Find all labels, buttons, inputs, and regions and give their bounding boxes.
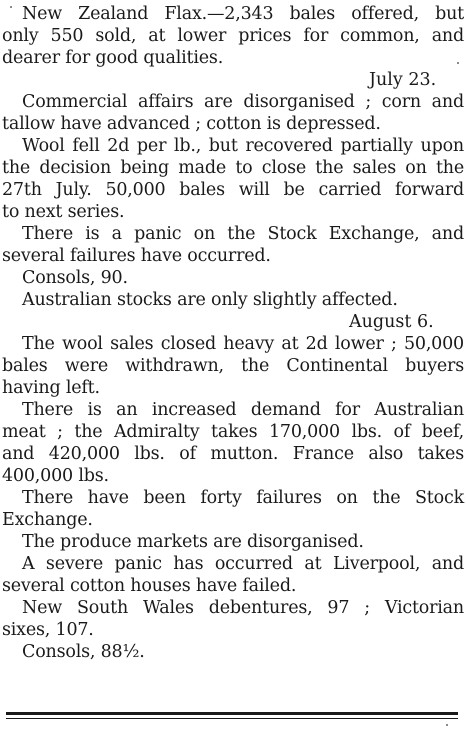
text-line: Commercial affairs are disorganised ; corn and (22, 92, 464, 112)
text-line: only 550 sold, at lower prices for common, and (2, 26, 464, 46)
text-line: The wool sales closed heavy at 2d lower ; 50,000 (22, 334, 464, 354)
text-line: and 420,000 lbs. of mutton. France also takes (2, 444, 464, 464)
text-line: Consols, 90. (22, 268, 128, 288)
text-line: to next series. (2, 202, 125, 222)
text-line: There is a panic on the Stock Exchange, and (22, 224, 464, 244)
text-line: meat ; the Admiralty takes 170,000 lbs. of beef, (2, 422, 464, 442)
text-line: Exchange. (2, 510, 93, 530)
text-line: There is an increased demand for Australian (22, 400, 464, 420)
date-heading-august: August 6. (349, 312, 434, 332)
text-line: several failures have occurred. (2, 246, 271, 266)
text-line: bales were withdrawn, the Continental buyers (2, 356, 464, 376)
column-end-rule (6, 712, 458, 715)
print-speck (10, 6, 12, 8)
text-line: dearer for good qualities. (2, 48, 224, 68)
text-line: having left. (2, 378, 100, 398)
text-line: There have been forty failures on the Stock (22, 488, 464, 508)
text-line: The produce markets are disorganised. (22, 532, 364, 552)
text-line: New Zealand Flax.—2,343 bales offered, but (22, 4, 464, 24)
text-line: the decision being made to close the sales on the (2, 158, 464, 178)
text-line: Wool fell 2d per lb., but recovered partially upon (22, 136, 464, 156)
text-line: 27th July. 50,000 bales will be carried forward (2, 180, 464, 200)
column-end-rule-thin (6, 718, 458, 719)
text-line: tallow have advanced ; cotton is depressed. (2, 114, 381, 134)
date-heading-july: July 23. (369, 70, 437, 90)
text-line: 400,000 lbs. (2, 466, 109, 486)
text-line: Australian stocks are only slightly affected. (22, 290, 398, 310)
text-line: sixes, 107. (2, 620, 94, 640)
text-line: New South Wales debentures, 97 ; Victorian (22, 598, 464, 618)
text-line: Consols, 88½. (22, 642, 145, 662)
text-line: A severe panic has occurred at Liverpool, and (22, 554, 464, 574)
print-speck (457, 62, 459, 64)
text-line: several cotton houses have failed. (2, 576, 297, 596)
print-speck (446, 724, 448, 726)
